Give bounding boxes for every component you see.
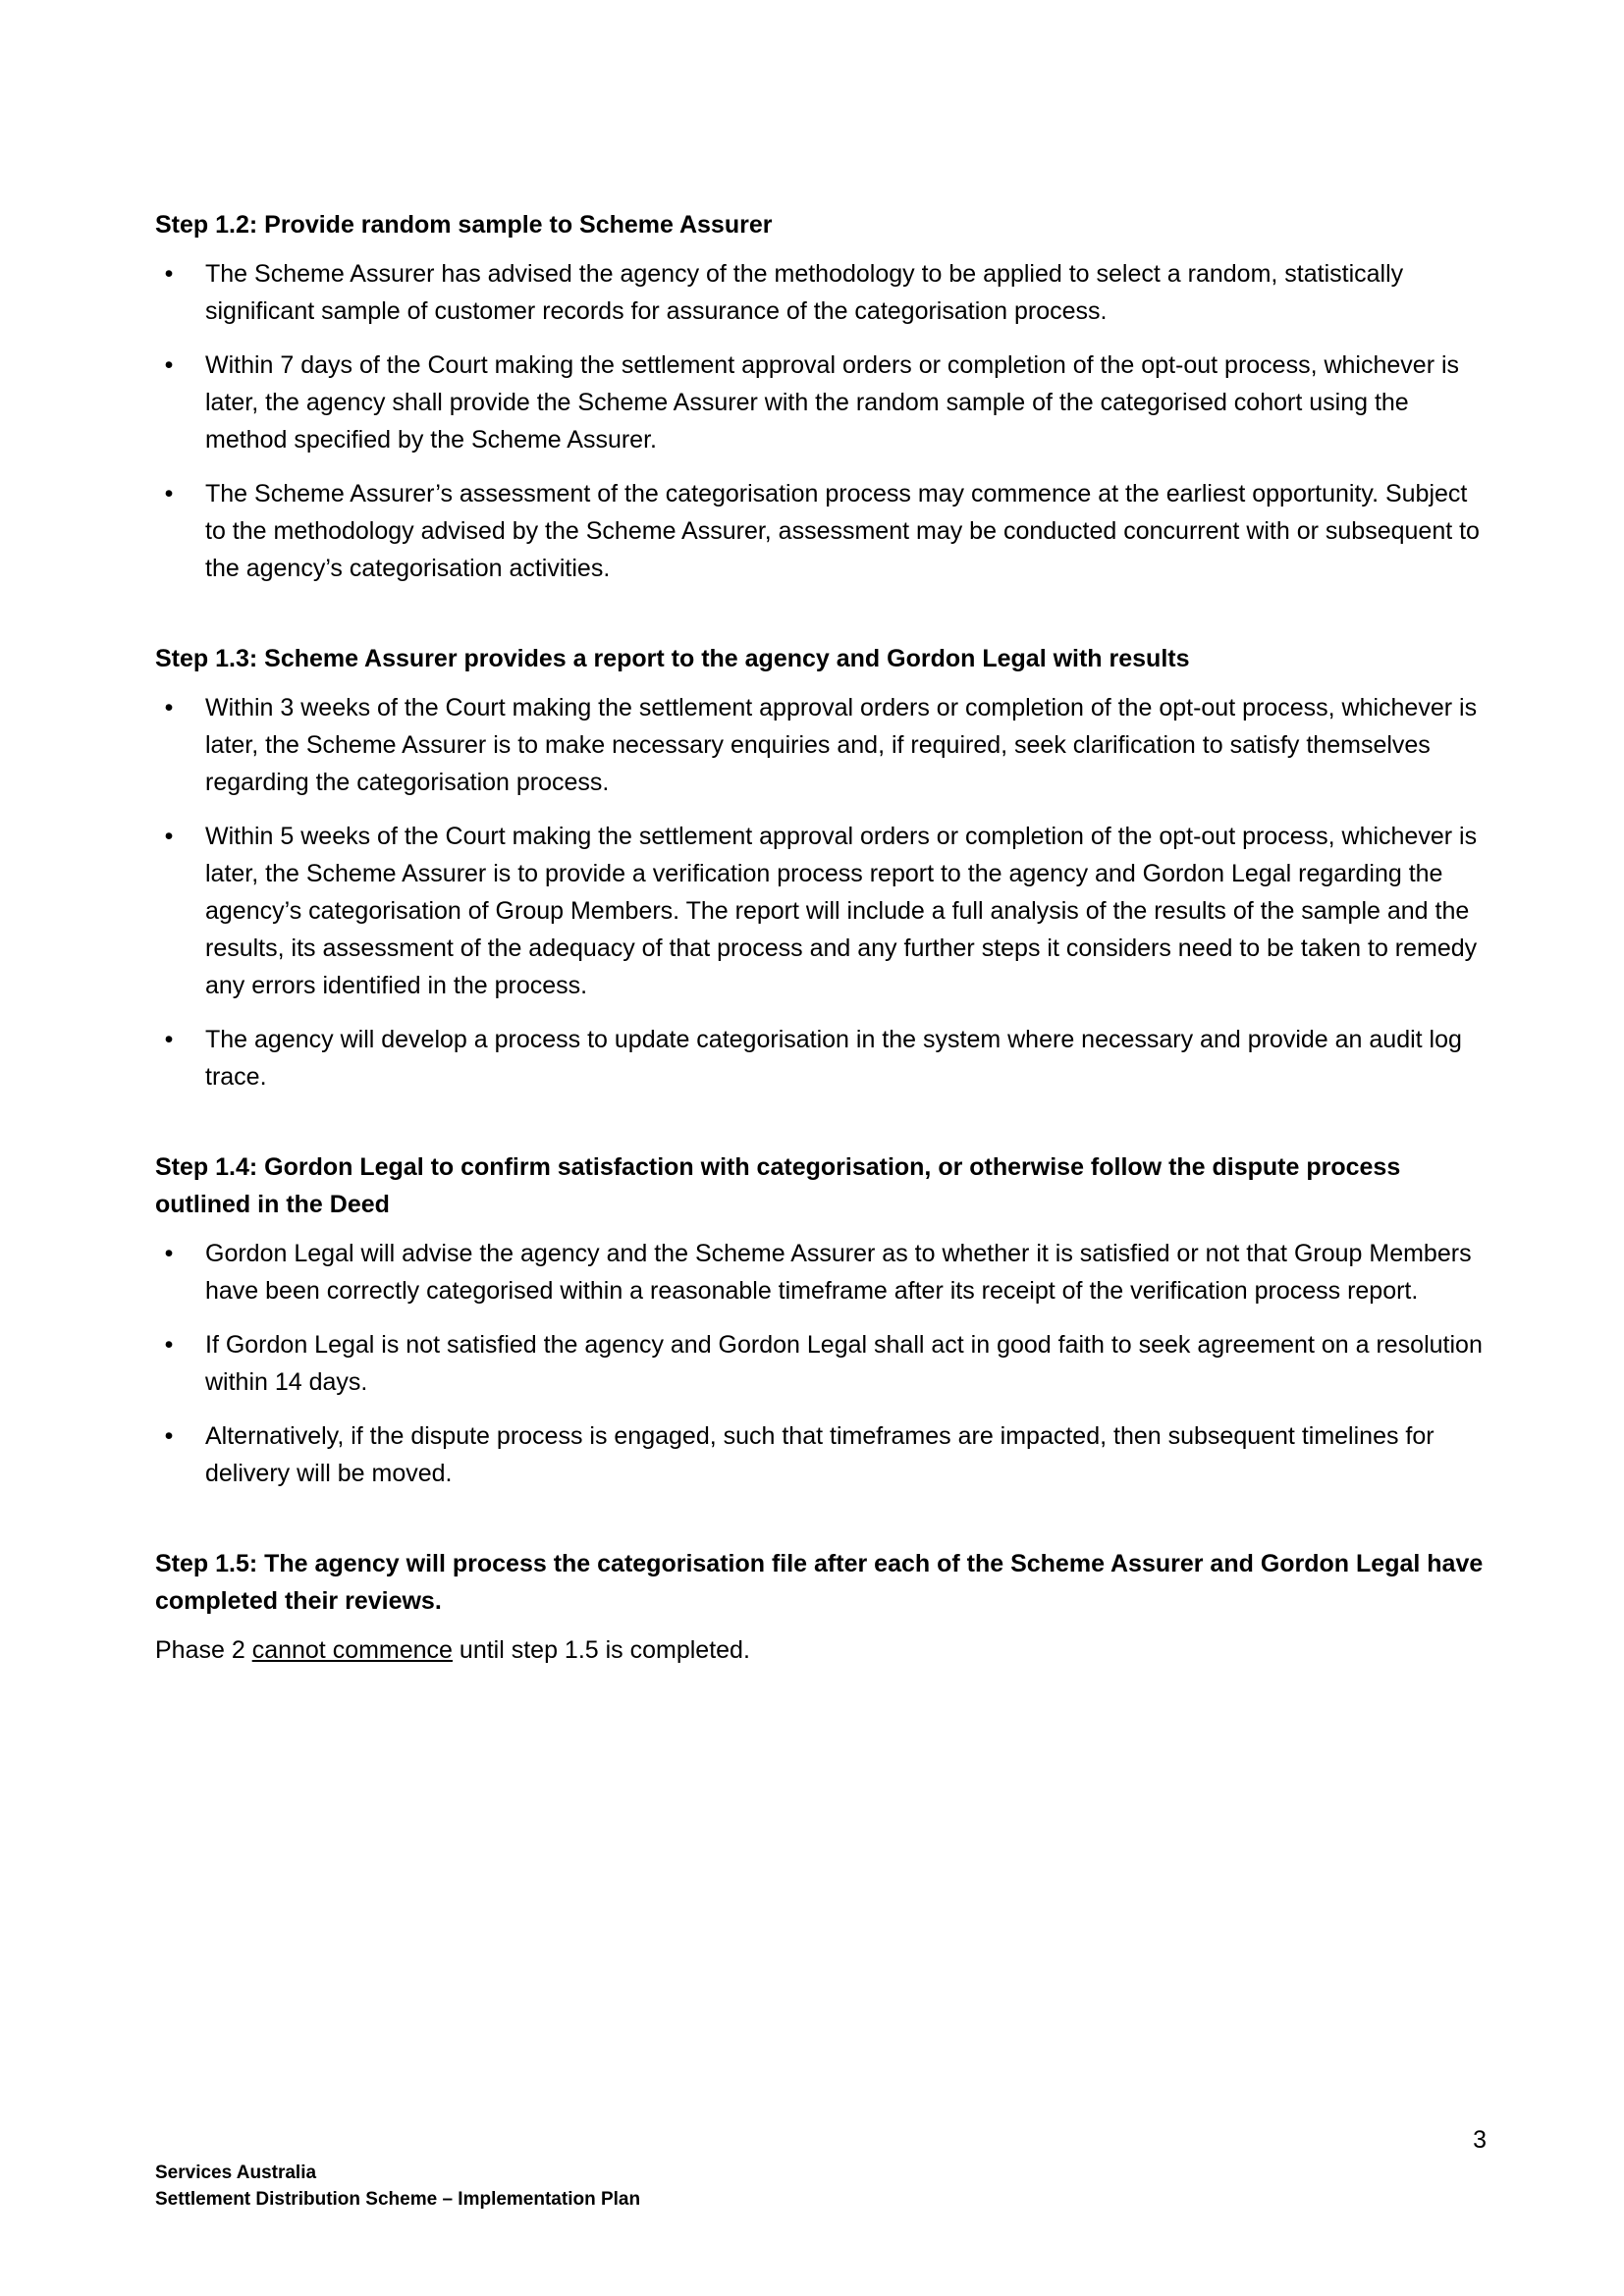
section-step-1-4 xyxy=(155,1148,1486,1492)
bullet-text: Within 3 weeks of the Court making the settlement approval orders or completion of the opt-out process, whichever is later, the Scheme Assurer is to make necessary enquiries and, if required, seek clarification to satisfy themselves regarding the categorisation process. xyxy=(205,694,1478,796)
bullet-item xyxy=(155,689,1486,801)
footer-document-title: Settlement Distribution Scheme – Implementation Plan xyxy=(155,2189,641,2210)
bullet-item xyxy=(155,255,1486,330)
bullet-icon: • xyxy=(164,1240,174,1267)
bullet-text: Alternatively, if the dispute process is engaged, such that timeframes are impacted, then subsequent timelines for delivery will be moved. xyxy=(205,1422,1435,1487)
bullet-list xyxy=(155,689,1486,1095)
bullet-icon: • xyxy=(164,1422,174,1450)
bullet-icon: • xyxy=(164,823,174,850)
bullet-text: The Scheme Assurer’s assessment of the categorisation process may commence at the earliest opportunity. Subject to the methodology advised by the Scheme Assurer, assessment may be conducted concurrent with or subsequent to the agency’s categorisation activities. xyxy=(205,480,1480,582)
bullet-icon: • xyxy=(164,351,174,379)
bullet-item xyxy=(155,1235,1486,1309)
section-step-1-3 xyxy=(155,640,1486,1095)
section-heading: Step 1.5: The agency will process the categorisation file after each of the Scheme Assurer and Gordon Legal have completed their reviews. xyxy=(155,1550,1484,1615)
bullet-text: The agency will develop a process to update categorisation in the system where necessary and provide an audit log trace. xyxy=(205,1026,1462,1091)
bullet-text: Within 7 days of the Court making the settlement approval orders or completion of the opt-out process, whichever is later, the agency shall provide the Scheme Assurer with the random sample of the categorised cohort using the method specified by the Scheme Assurer. xyxy=(205,351,1460,454)
note-text-after: until step 1.5 is completed. xyxy=(452,1636,750,1664)
section-heading: Step 1.3: Scheme Assurer provides a report to the agency and Gordon Legal with results xyxy=(155,645,1190,672)
bullet-item xyxy=(155,1021,1486,1095)
bullet-item xyxy=(155,347,1486,458)
page-number: 3 xyxy=(1473,2126,1487,2154)
document-body xyxy=(155,206,1486,1722)
bullet-icon: • xyxy=(164,480,174,507)
bullet-item xyxy=(155,475,1486,587)
bullet-icon: • xyxy=(164,260,174,288)
bullet-text: If Gordon Legal is not satisfied the agency and Gordon Legal shall act in good faith to seek agreement on a resolution within 14 days. xyxy=(205,1331,1483,1396)
section-heading: Step 1.2: Provide random sample to Scheme Assurer xyxy=(155,211,773,239)
phase-2-note xyxy=(155,1631,1486,1669)
bullet-text: Gordon Legal will advise the agency and the Scheme Assurer as to whether it is satisfied or not that Group Members have been correctly categorised within a reasonable timeframe after its receipt of the verification process report. xyxy=(205,1240,1472,1305)
page-footer xyxy=(155,2160,640,2213)
bullet-text: The Scheme Assurer has advised the agency of the methodology to be applied to select a random, statistically significant sample of customer records for assurance of the categorisation process. xyxy=(205,260,1404,325)
section-step-1-2 xyxy=(155,206,1486,587)
note-text-before: Phase 2 xyxy=(155,1636,252,1664)
bullet-text: Within 5 weeks of the Court making the settlement approval orders or completion of the opt-out process, whichever is later, the Scheme Assurer is to provide a verification process report to the agency and Gordon Legal regarding the agency’s categorisation of Group Members. The report will include a full analysis of the results of the sample and the results, its assessment of the adequacy of that process and any further steps it considers need to be taken to remedy any errors identified in the process. xyxy=(205,823,1478,999)
bullet-item xyxy=(155,818,1486,1004)
bullet-icon: • xyxy=(164,1331,174,1359)
section-heading: Step 1.4: Gordon Legal to confirm satisfaction with categorisation, or otherwise follow the dispute process outlined in the Deed xyxy=(155,1153,1401,1218)
bullet-list xyxy=(155,255,1486,587)
bullet-list xyxy=(155,1235,1486,1492)
footer-organisation: Services Australia xyxy=(155,2163,317,2183)
bullet-icon: • xyxy=(164,694,174,721)
bullet-item xyxy=(155,1326,1486,1401)
section-step-1-5 xyxy=(155,1545,1486,1669)
note-text-underlined: cannot commence xyxy=(251,1636,453,1664)
bullet-item xyxy=(155,1417,1486,1492)
bullet-icon: • xyxy=(164,1026,174,1053)
